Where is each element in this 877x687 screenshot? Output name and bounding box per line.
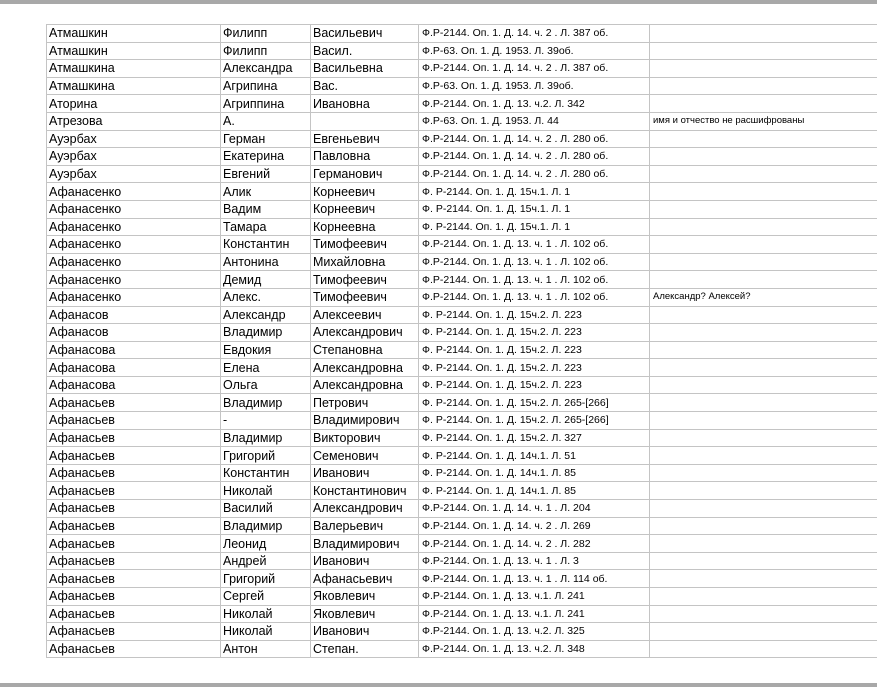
archive-reference-cell: Ф.Р-2144. Оп. 1. Д. 13. ч. 1 . Л. 102 об. (419, 253, 650, 271)
name-cell: А. (221, 112, 311, 130)
name-cell: Елена (221, 359, 311, 377)
archive-reference-cell: Ф. Р-2144. Оп. 1. Д. 15ч.1. Л. 1 (419, 183, 650, 201)
name-cell: Владимир (221, 429, 311, 447)
table-row (47, 570, 877, 588)
table-row (47, 236, 877, 254)
surname-cell: Афанасова (47, 376, 221, 394)
note-cell (650, 165, 877, 183)
note-cell (650, 359, 877, 377)
note-cell (650, 588, 877, 606)
surname-cell: Афанасова (47, 341, 221, 359)
patronymic-cell: Иванович (311, 464, 419, 482)
note-cell (650, 42, 877, 60)
note-cell (650, 535, 877, 553)
records-table (46, 24, 877, 658)
table-row (47, 482, 877, 500)
archive-reference-cell: Ф.Р-2144. Оп. 1. Д. 14. ч. 2 . Л. 280 об. (419, 130, 650, 148)
surname-cell: Афанасьев (47, 429, 221, 447)
surname-cell: Афанасенко (47, 236, 221, 254)
name-cell: Евгений (221, 165, 311, 183)
note-cell (650, 183, 877, 201)
name-cell: - (221, 412, 311, 430)
note-cell (650, 552, 877, 570)
name-cell: Екатерина (221, 148, 311, 166)
patronymic-cell: Александрович (311, 324, 419, 342)
name-cell: Агриппина (221, 95, 311, 113)
table-row (47, 623, 877, 641)
surname-cell: Афанасьев (47, 588, 221, 606)
surname-cell: Афанасьев (47, 394, 221, 412)
archive-reference-cell: Ф.Р-2144. Оп. 1. Д. 13. ч.2. Л. 325 (419, 623, 650, 641)
name-cell: Антон (221, 640, 311, 658)
table-row (47, 112, 877, 130)
patronymic-cell: Корнеевич (311, 183, 419, 201)
table-row (47, 77, 877, 95)
note-cell (650, 77, 877, 95)
note-cell (650, 341, 877, 359)
patronymic-cell: Валерьевич (311, 517, 419, 535)
name-cell: Владимир (221, 394, 311, 412)
surname-cell: Афанасьев (47, 412, 221, 430)
name-cell: Григорий (221, 447, 311, 465)
archive-reference-cell: Ф. Р-2144. Оп. 1. Д. 15ч.2. Л. 223 (419, 359, 650, 377)
patronymic-cell: Павловна (311, 148, 419, 166)
table-row (47, 500, 877, 518)
bottom-divider (0, 683, 877, 687)
note-cell (650, 447, 877, 465)
note-cell (650, 148, 877, 166)
table-row (47, 324, 877, 342)
archive-reference-cell: Ф.Р-2144. Оп. 1. Д. 14. ч. 2 . Л. 282 (419, 535, 650, 553)
archive-reference-cell: Ф.Р-2144. Оп. 1. Д. 14. ч. 1 . Л. 204 (419, 500, 650, 518)
name-cell: Николай (221, 623, 311, 641)
patronymic-cell: Яковлевич (311, 588, 419, 606)
note-cell (650, 482, 877, 500)
surname-cell: Аторина (47, 95, 221, 113)
archive-reference-cell: Ф.Р-2144. Оп. 1. Д. 14. ч. 2 . Л. 280 об. (419, 148, 650, 166)
name-cell: Николай (221, 605, 311, 623)
archive-reference-cell: Ф.Р-2144. Оп. 1. Д. 13. ч. 1 . Л. 114 об. (419, 570, 650, 588)
note-cell (650, 271, 877, 289)
archive-reference-cell: Ф. Р-2144. Оп. 1. Д. 15ч.1. Л. 1 (419, 218, 650, 236)
table-row (47, 394, 877, 412)
surname-cell: Афанасьев (47, 500, 221, 518)
patronymic-cell: Викторович (311, 429, 419, 447)
archive-reference-cell: Ф. Р-2144. Оп. 1. Д. 14ч.1. Л. 51 (419, 447, 650, 465)
table-row (47, 605, 877, 623)
archive-reference-cell: Ф. Р-2144. Оп. 1. Д. 14ч.1. Л. 85 (419, 482, 650, 500)
table-row (47, 271, 877, 289)
patronymic-cell: Александровна (311, 359, 419, 377)
patronymic-cell: Владимирович (311, 535, 419, 553)
patronymic-cell: Тимофеевич (311, 271, 419, 289)
note-cell (650, 324, 877, 342)
patronymic-cell: Александрович (311, 500, 419, 518)
note-cell (650, 130, 877, 148)
archive-reference-cell: Ф.Р-2144. Оп. 1. Д. 14. ч. 2 . Л. 387 об. (419, 25, 650, 43)
patronymic-cell: Тимофеевич (311, 288, 419, 306)
surname-cell: Афанасьев (47, 464, 221, 482)
patronymic-cell: Германович (311, 165, 419, 183)
table-row (47, 25, 877, 43)
surname-cell: Афанасов (47, 306, 221, 324)
archive-reference-cell: Ф. Р-2144. Оп. 1. Д. 15ч.2. Л. 223 (419, 306, 650, 324)
archive-reference-cell: Ф.Р-2144. Оп. 1. Д. 13. ч. 1 . Л. 102 об. (419, 288, 650, 306)
archive-reference-cell: Ф. Р-2144. Оп. 1. Д. 15ч.2. Л. 265-[266] (419, 412, 650, 430)
archive-reference-cell: Ф.Р-2144. Оп. 1. Д. 13. ч.1. Л. 241 (419, 588, 650, 606)
archive-reference-cell: Ф.Р-2144. Оп. 1. Д. 14. ч. 2 . Л. 280 об. (419, 165, 650, 183)
archive-reference-cell: Ф. Р-2144. Оп. 1. Д. 15ч.2. Л. 223 (419, 324, 650, 342)
table-row (47, 130, 877, 148)
archive-reference-cell: Ф.Р-2144. Оп. 1. Д. 13. ч. 1 . Л. 3 (419, 552, 650, 570)
surname-cell: Афанасьев (47, 640, 221, 658)
archive-reference-cell: Ф.Р-2144. Оп. 1. Д. 14. ч. 2 . Л. 387 об. (419, 60, 650, 78)
name-cell: Константин (221, 236, 311, 254)
name-cell: Демид (221, 271, 311, 289)
surname-cell: Афанасов (47, 324, 221, 342)
top-divider (0, 0, 877, 4)
table-row (47, 42, 877, 60)
archive-reference-cell: Ф.Р-63. Оп. 1. Д. 1953. Л. 39об. (419, 77, 650, 95)
surname-cell: Атмашкин (47, 42, 221, 60)
table-row (47, 552, 877, 570)
note-cell (650, 25, 877, 43)
name-cell: Григорий (221, 570, 311, 588)
name-cell: Константин (221, 464, 311, 482)
records-table-body (47, 25, 877, 658)
archive-reference-cell: Ф.Р-2144. Оп. 1. Д. 13. ч.2. Л. 348 (419, 640, 650, 658)
surname-cell: Атмашкина (47, 77, 221, 95)
table-row (47, 412, 877, 430)
table-row (47, 447, 877, 465)
table-row (47, 359, 877, 377)
name-cell: Леонид (221, 535, 311, 553)
table-row (47, 517, 877, 535)
note-cell (650, 464, 877, 482)
name-cell: Филипп (221, 25, 311, 43)
note-cell (650, 236, 877, 254)
surname-cell: Ауэрбах (47, 130, 221, 148)
surname-cell: Афанасенко (47, 218, 221, 236)
patronymic-cell: Александровна (311, 376, 419, 394)
note-cell (650, 376, 877, 394)
table-row (47, 640, 877, 658)
table-row (47, 288, 877, 306)
archive-reference-cell: Ф.Р-2144. Оп. 1. Д. 13. ч.2. Л. 342 (419, 95, 650, 113)
name-cell: Василий (221, 500, 311, 518)
patronymic-cell: Вас. (311, 77, 419, 95)
patronymic-cell: Иванович (311, 623, 419, 641)
note-cell (650, 394, 877, 412)
note-cell (650, 412, 877, 430)
note-cell (650, 429, 877, 447)
patronymic-cell: Степановна (311, 341, 419, 359)
surname-cell: Ауэрбах (47, 165, 221, 183)
note-cell (650, 517, 877, 535)
patronymic-cell: Евгеньевич (311, 130, 419, 148)
name-cell: Филипп (221, 42, 311, 60)
surname-cell: Атмашкина (47, 60, 221, 78)
surname-cell: Афанасьев (47, 482, 221, 500)
patronymic-cell: Семенович (311, 447, 419, 465)
archive-reference-cell: Ф. Р-2144. Оп. 1. Д. 15ч.1. Л. 1 (419, 200, 650, 218)
name-cell: Агрипина (221, 77, 311, 95)
patronymic-cell: Яковлевич (311, 605, 419, 623)
patronymic-cell: Константинович (311, 482, 419, 500)
table-row (47, 148, 877, 166)
name-cell: Андрей (221, 552, 311, 570)
name-cell: Антонина (221, 253, 311, 271)
surname-cell: Афанасенко (47, 200, 221, 218)
surname-cell: Афанасьев (47, 623, 221, 641)
archive-reference-cell: Ф. Р-2144. Оп. 1. Д. 15ч.2. Л. 223 (419, 341, 650, 359)
table-row (47, 341, 877, 359)
surname-cell: Афанасьев (47, 517, 221, 535)
name-cell: Сергей (221, 588, 311, 606)
table-row (47, 200, 877, 218)
patronymic-cell: Васил. (311, 42, 419, 60)
archive-reference-cell: Ф. Р-2144. Оп. 1. Д. 15ч.2. Л. 327 (419, 429, 650, 447)
name-cell: Тамара (221, 218, 311, 236)
name-cell: Николай (221, 482, 311, 500)
patronymic-cell: Владимирович (311, 412, 419, 430)
archive-reference-cell: Ф. Р-2144. Оп. 1. Д. 15ч.2. Л. 223 (419, 376, 650, 394)
surname-cell: Атрезова (47, 112, 221, 130)
surname-cell: Ауэрбах (47, 148, 221, 166)
name-cell: Александр (221, 306, 311, 324)
table-row (47, 218, 877, 236)
table-row (47, 306, 877, 324)
table-row (47, 535, 877, 553)
surname-cell: Афанасьев (47, 552, 221, 570)
patronymic-cell: Петрович (311, 394, 419, 412)
patronymic-cell: Корнеевна (311, 218, 419, 236)
note-cell (650, 640, 877, 658)
surname-cell: Атмашкин (47, 25, 221, 43)
note-cell (650, 500, 877, 518)
note-cell (650, 623, 877, 641)
note-cell: имя и отчество не расшифрованы (650, 112, 877, 130)
name-cell: Герман (221, 130, 311, 148)
table-row (47, 588, 877, 606)
table-row (47, 183, 877, 201)
name-cell: Владимир (221, 517, 311, 535)
table-row (47, 253, 877, 271)
archive-reference-cell: Ф.Р-2144. Оп. 1. Д. 14. ч. 2 . Л. 269 (419, 517, 650, 535)
patronymic-cell: Васильевич (311, 25, 419, 43)
table-row (47, 376, 877, 394)
surname-cell: Афанасова (47, 359, 221, 377)
archive-reference-cell: Ф. Р-2144. Оп. 1. Д. 15ч.2. Л. 265-[266] (419, 394, 650, 412)
name-cell: Александра (221, 60, 311, 78)
patronymic-cell: Тимофеевич (311, 236, 419, 254)
table-row (47, 95, 877, 113)
surname-cell: Афанасенко (47, 288, 221, 306)
surname-cell: Афанасенко (47, 183, 221, 201)
note-cell (650, 570, 877, 588)
table-row (47, 60, 877, 78)
patronymic-cell: Степан. (311, 640, 419, 658)
patronymic-cell: Васильевна (311, 60, 419, 78)
name-cell: Вадим (221, 200, 311, 218)
patronymic-cell: Корнеевич (311, 200, 419, 218)
patronymic-cell: Афанасьевич (311, 570, 419, 588)
patronymic-cell: Ивановна (311, 95, 419, 113)
patronymic-cell (311, 112, 419, 130)
note-cell (650, 218, 877, 236)
surname-cell: Афанасенко (47, 271, 221, 289)
note-cell (650, 253, 877, 271)
name-cell: Владимир (221, 324, 311, 342)
note-cell (650, 95, 877, 113)
archive-reference-cell: Ф.Р-2144. Оп. 1. Д. 13. ч. 1 . Л. 102 об. (419, 271, 650, 289)
name-cell: Ольга (221, 376, 311, 394)
archive-reference-cell: Ф.Р-2144. Оп. 1. Д. 13. ч. 1 . Л. 102 об. (419, 236, 650, 254)
surname-cell: Афанасьев (47, 447, 221, 465)
note-cell: Александр? Алексей? (650, 288, 877, 306)
note-cell (650, 60, 877, 78)
name-cell: Алик (221, 183, 311, 201)
archive-reference-cell: Ф.Р-63. Оп. 1. Д. 1953. Л. 44 (419, 112, 650, 130)
archive-reference-cell: Ф.Р-2144. Оп. 1. Д. 13. ч.1. Л. 241 (419, 605, 650, 623)
table-row (47, 464, 877, 482)
surname-cell: Афанасьев (47, 535, 221, 553)
name-cell: Алекс. (221, 288, 311, 306)
surname-cell: Афанасьев (47, 605, 221, 623)
note-cell (650, 306, 877, 324)
surname-cell: Афанасенко (47, 253, 221, 271)
patronymic-cell: Иванович (311, 552, 419, 570)
table-row (47, 429, 877, 447)
archive-reference-cell: Ф. Р-2144. Оп. 1. Д. 14ч.1. Л. 85 (419, 464, 650, 482)
patronymic-cell: Михайловна (311, 253, 419, 271)
note-cell (650, 605, 877, 623)
table-row (47, 165, 877, 183)
surname-cell: Афанасьев (47, 570, 221, 588)
name-cell: Евдокия (221, 341, 311, 359)
note-cell (650, 200, 877, 218)
archive-reference-cell: Ф.Р-63. Оп. 1. Д. 1953. Л. 39об. (419, 42, 650, 60)
patronymic-cell: Алексеевич (311, 306, 419, 324)
